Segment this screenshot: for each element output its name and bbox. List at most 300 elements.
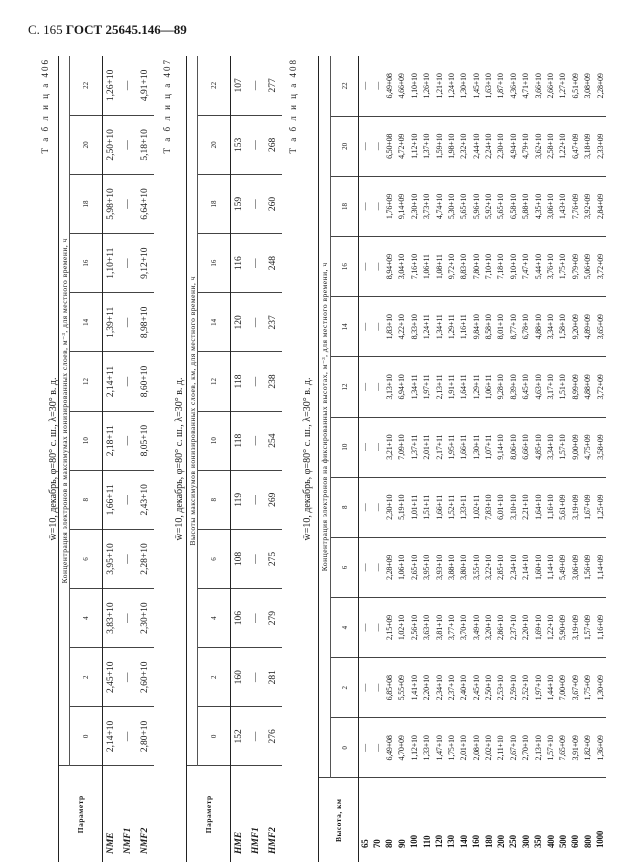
cell-value: 1,30+11 xyxy=(470,417,482,477)
cell-value: 2,30+10 xyxy=(495,116,507,176)
cell-value: 8,98+10 xyxy=(137,293,154,352)
cell-value: 7,83+10 xyxy=(482,477,494,537)
cell-value: 6,64+10 xyxy=(137,174,154,233)
row-height-km: 200 xyxy=(495,835,506,848)
cell-value: — xyxy=(120,707,137,766)
cell-value: 4,89+09 xyxy=(582,297,594,357)
cell-value: 1,10+11 xyxy=(103,234,120,293)
time-header-22: 22 xyxy=(198,56,231,115)
cell-value: — xyxy=(120,174,137,233)
cell-value: 6,85+08 xyxy=(383,658,395,718)
cell-value: 1,01+11 xyxy=(408,477,420,537)
cell-value: 118 xyxy=(231,352,248,411)
cell-value: 1,66+11 xyxy=(103,470,120,529)
time-header-6: 6 xyxy=(331,537,359,597)
cell-value: 1,97+10 xyxy=(532,658,544,718)
time-header-14: 14 xyxy=(70,293,103,352)
cell-value: 2,20+10 xyxy=(420,658,432,718)
cell-value: — xyxy=(120,115,137,174)
cell-value: 2,28+10 xyxy=(137,529,154,588)
cell-value: 2,28+09 xyxy=(383,537,395,597)
cell-value: 2,53+10 xyxy=(495,658,507,718)
cell-value: 4,74+10 xyxy=(433,176,445,236)
cell-value: — xyxy=(120,411,137,470)
cell-value: — xyxy=(371,658,383,718)
time-header-0: 0 xyxy=(331,718,359,778)
table-406-title: w̄=10, декабрь, φ=80° с. ш., λ=30° в. д. xyxy=(48,377,59,541)
cell-value: 1,83+10 xyxy=(383,297,395,357)
cell-value: — xyxy=(359,237,371,297)
table-407-title: w̄=10, декабрь, φ=80° с. ш., λ=30° в. д. xyxy=(174,377,185,541)
time-header-8: 8 xyxy=(198,470,231,529)
table-row xyxy=(544,56,556,862)
cell-value: 2,15+09 xyxy=(383,598,395,658)
table-row xyxy=(433,56,445,862)
cell-value: 1,47+10 xyxy=(433,718,445,778)
cell-value: — xyxy=(248,529,265,588)
cell-value: — xyxy=(371,56,383,116)
cell-value: 9,12+10 xyxy=(137,234,154,293)
time-header-4: 4 xyxy=(198,589,231,648)
cell-value: 2,85+10 xyxy=(495,537,507,597)
time-header-20: 20 xyxy=(331,116,359,176)
cell-value: 279 xyxy=(265,589,282,648)
table-row xyxy=(557,56,569,862)
cell-value: 4,79+10 xyxy=(520,116,532,176)
cell-value: — xyxy=(120,293,137,352)
cell-value: 118 xyxy=(231,411,248,470)
param-column-header: Высота, км xyxy=(319,778,359,862)
cell-value: 4,91+10 xyxy=(137,56,154,115)
table-406-label: Т а б л и ц а 406 xyxy=(40,58,50,154)
row-height-km: 180 xyxy=(483,835,494,848)
table-408-label: Т а б л и ц а 408 xyxy=(288,58,298,154)
cell-value: 2,21+10 xyxy=(520,477,532,537)
standard-number: ГОСТ 25645.146—89 xyxy=(65,22,187,37)
cell-value: 5,98+10 xyxy=(103,174,120,233)
cell-value: 2,37+10 xyxy=(507,598,519,658)
cell-value: 1,02+11 xyxy=(470,477,482,537)
cell-value: 3,91+09 xyxy=(569,718,581,778)
group-header: Концентрация электронов на фиксированных высотах, м⁻³, для местного времени, ч xyxy=(319,56,331,778)
time-header-4: 4 xyxy=(70,589,103,648)
cell-value: 4,85+10 xyxy=(532,417,544,477)
page-header xyxy=(28,22,187,38)
time-header-6: 6 xyxy=(70,529,103,588)
cell-value: 3,22+10 xyxy=(482,537,494,597)
cell-value: 1,66+11 xyxy=(458,417,470,477)
param-column-header: Параметр xyxy=(187,766,231,862)
cell-value: 6,49+08 xyxy=(383,56,395,116)
cell-value: 4,71+10 xyxy=(520,56,532,116)
cell-value: 2,33+09 xyxy=(594,116,606,176)
time-header-2: 2 xyxy=(198,648,231,707)
cell-value: 1,57+10 xyxy=(557,417,569,477)
cell-value: 3,80+10 xyxy=(458,537,470,597)
cell-value: 1,56+09 xyxy=(582,537,594,597)
cell-value: 4,88+09 xyxy=(582,357,594,417)
cell-value: 2,30+10 xyxy=(383,477,395,537)
cell-value: 3,88+10 xyxy=(445,537,457,597)
cell-value: 2,86+10 xyxy=(495,598,507,658)
table-row xyxy=(445,56,457,862)
cell-value: 9,00+09 xyxy=(569,417,581,477)
cell-value: 1,34+11 xyxy=(433,297,445,357)
cell-value: — xyxy=(120,529,137,588)
cell-value: 2,59+10 xyxy=(507,658,519,718)
cell-value: 3,13+10 xyxy=(383,357,395,417)
cell-value: 1,57+09 xyxy=(582,598,594,658)
cell-value: 2,34+10 xyxy=(507,537,519,597)
row-height-km: 800 xyxy=(582,835,593,848)
cell-value: 5,90+09 xyxy=(557,598,569,658)
cell-value: 1,21+10 xyxy=(433,56,445,116)
cell-value: 2,58+10 xyxy=(544,116,556,176)
cell-value: — xyxy=(248,470,265,529)
cell-value: 1,95+11 xyxy=(445,417,457,477)
cell-value: 1,34+11 xyxy=(408,357,420,417)
table-row xyxy=(103,56,120,862)
cell-value: 116 xyxy=(231,234,248,293)
time-header-2: 2 xyxy=(331,658,359,718)
cell-value: 1,06+11 xyxy=(482,357,494,417)
cell-value: 2,24+10 xyxy=(482,116,494,176)
cell-value: 106 xyxy=(231,589,248,648)
cell-value: 237 xyxy=(265,293,282,352)
cell-value: 5,88+10 xyxy=(520,176,532,236)
cell-value: 1,51+11 xyxy=(420,477,432,537)
cell-value: 5,55+09 xyxy=(396,658,408,718)
cell-value: 3,19+09 xyxy=(569,598,581,658)
cell-value: 5,06+09 xyxy=(582,237,594,297)
cell-value: 3,72+09 xyxy=(594,357,606,417)
cell-value: — xyxy=(248,589,265,648)
cell-value: 9,72+10 xyxy=(445,237,457,297)
row-height-km: 300 xyxy=(520,835,531,848)
table-row xyxy=(569,56,581,862)
cell-value: 1,25+09 xyxy=(594,477,606,537)
cell-value: 5,65+10 xyxy=(458,176,470,236)
time-header-row xyxy=(198,56,231,862)
cell-value: — xyxy=(120,589,137,648)
row-height-km: 90 xyxy=(396,839,407,848)
time-header-16: 16 xyxy=(331,237,359,297)
cell-value: 7,76+09 xyxy=(569,176,581,236)
cell-value: 1,64+10 xyxy=(532,477,544,537)
cell-value: 2,60+10 xyxy=(137,648,154,707)
cell-value: 8,39+10 xyxy=(507,357,519,417)
row-height-km: 130 xyxy=(446,835,457,848)
cell-value: 2,37+10 xyxy=(445,658,457,718)
table-407 xyxy=(186,56,282,862)
row-height-km: 65 xyxy=(359,839,370,848)
cell-value: 2,28+09 xyxy=(594,56,606,116)
cell-value: 3,49+10 xyxy=(470,598,482,658)
group-header-row xyxy=(187,56,198,862)
table-row xyxy=(495,56,507,862)
cell-value: 1,16+10 xyxy=(544,477,556,537)
cell-value: 1,30+09 xyxy=(594,658,606,718)
row-parameter-name: NMF1 xyxy=(123,827,133,854)
cell-value: 1,16+11 xyxy=(458,297,470,357)
cell-value: 3,81+10 xyxy=(433,598,445,658)
table-408 xyxy=(318,56,606,862)
time-header-8: 8 xyxy=(331,477,359,537)
cell-value: 3,20+10 xyxy=(482,598,494,658)
cell-value: 4,63+10 xyxy=(532,357,544,417)
cell-value: 9,14+09 xyxy=(396,176,408,236)
cell-value: 3,55+10 xyxy=(470,537,482,597)
time-header-12: 12 xyxy=(70,352,103,411)
cell-value: 1,91+11 xyxy=(445,357,457,417)
row-parameter-name: NME xyxy=(106,832,117,854)
cell-value: 2,70+10 xyxy=(520,718,532,778)
cell-value: 2,20+10 xyxy=(520,598,532,658)
cell-value: 2,67+10 xyxy=(507,718,519,778)
cell-value: 2,30+10 xyxy=(408,176,420,236)
table-407-label: Т а б л и ц а 407 xyxy=(162,58,172,154)
cell-value: 260 xyxy=(265,174,282,233)
cell-value: 3,70+10 xyxy=(458,598,470,658)
cell-value: 1,66+11 xyxy=(433,477,445,537)
row-parameter-name: HME xyxy=(234,831,245,854)
cell-value: 2,45+10 xyxy=(103,648,120,707)
cell-value: — xyxy=(120,234,137,293)
row-height-km: 110 xyxy=(421,835,432,848)
cell-value: 8,83+10 xyxy=(458,237,470,297)
cell-value: 3,66+10 xyxy=(532,56,544,116)
table-row xyxy=(248,56,265,862)
table-row xyxy=(507,56,519,862)
cell-value: — xyxy=(359,417,371,477)
cell-value: 1,29+11 xyxy=(470,357,482,417)
cell-value: 5,44+10 xyxy=(532,237,544,297)
cell-value: — xyxy=(371,237,383,297)
row-parameter-name: NMF2 xyxy=(140,827,150,854)
cell-value: 3,72+09 xyxy=(594,237,606,297)
cell-value: — xyxy=(371,176,383,236)
cell-value: 275 xyxy=(265,529,282,588)
cell-value: — xyxy=(248,174,265,233)
cell-value: 4,22+10 xyxy=(396,297,408,357)
cell-value: 1,06+11 xyxy=(420,237,432,297)
cell-value: 7,16+10 xyxy=(408,237,420,297)
cell-value: — xyxy=(359,56,371,116)
row-parameter-name: HMF2 xyxy=(268,827,278,854)
cell-value: — xyxy=(371,297,383,357)
row-height-km: 160 xyxy=(471,835,482,848)
cell-value: 3,06+10 xyxy=(544,176,556,236)
cell-value: 1,06+10 xyxy=(396,537,408,597)
cell-value: 1,24+11 xyxy=(420,297,432,357)
cell-value: 1,02+10 xyxy=(396,598,408,658)
cell-value: 7,10+10 xyxy=(482,237,494,297)
cell-value: 6,47+09 xyxy=(569,116,581,176)
cell-value: 248 xyxy=(265,234,282,293)
cell-value: 1,26+10 xyxy=(420,56,432,116)
time-header-0: 0 xyxy=(70,707,103,766)
table-406 xyxy=(58,56,154,862)
cell-value: 3,08+09 xyxy=(582,56,594,116)
cell-value: 4,75+09 xyxy=(582,417,594,477)
cell-value: 2,02+10 xyxy=(482,718,494,778)
cell-value: 1,08+11 xyxy=(433,237,445,297)
cell-value: 5,92+10 xyxy=(482,176,494,236)
cell-value: 6,94+10 xyxy=(396,357,408,417)
cell-value: 3,73+10 xyxy=(420,176,432,236)
cell-value: 1,07+11 xyxy=(482,417,494,477)
row-height-km: 120 xyxy=(434,835,445,848)
cell-value: — xyxy=(120,470,137,529)
cell-value: 1,33+11 xyxy=(458,477,470,537)
cell-value: 1,87+10 xyxy=(495,56,507,116)
row-height-km: 500 xyxy=(557,835,568,848)
cell-value: 281 xyxy=(265,648,282,707)
cell-value: 5,65+10 xyxy=(495,176,507,236)
cell-value: — xyxy=(120,56,137,115)
table-row xyxy=(383,56,395,862)
cell-value: 1,22+10 xyxy=(544,598,556,658)
cell-value: 9,10+10 xyxy=(507,237,519,297)
cell-value: 1,44+10 xyxy=(544,658,556,718)
row-parameter-name: HMF1 xyxy=(251,827,261,854)
cell-value: 2,84+09 xyxy=(594,176,606,236)
time-header-10: 10 xyxy=(198,411,231,470)
cell-value: 9,28+10 xyxy=(495,357,507,417)
cell-value: 1,45+10 xyxy=(470,56,482,116)
cell-value: 3,83+10 xyxy=(103,589,120,648)
cell-value: — xyxy=(120,648,137,707)
cell-value: 160 xyxy=(231,648,248,707)
cell-value: 153 xyxy=(231,115,248,174)
cell-value: 9,20+09 xyxy=(569,297,581,357)
cell-value: 2,11+10 xyxy=(495,718,507,778)
cell-value: 3,04+10 xyxy=(396,237,408,297)
cell-value: 1,24+10 xyxy=(445,56,457,116)
cell-value: 6,45+10 xyxy=(520,357,532,417)
cell-value: 4,36+10 xyxy=(507,56,519,116)
cell-value: 107 xyxy=(231,56,248,115)
cell-value: 3,18+09 xyxy=(582,116,594,176)
cell-value: 7,47+10 xyxy=(520,237,532,297)
cell-value: 3,58+09 xyxy=(594,417,606,477)
cell-value: 2,66+10 xyxy=(544,56,556,116)
time-header-18: 18 xyxy=(331,176,359,236)
cell-value: 5,30+10 xyxy=(445,176,457,236)
cell-value: 2,13+10 xyxy=(532,718,544,778)
time-header-18: 18 xyxy=(198,174,231,233)
cell-value: 8,06+10 xyxy=(507,417,519,477)
cell-value: 7,80+10 xyxy=(470,237,482,297)
cell-value: 1,58+10 xyxy=(557,297,569,357)
table-row xyxy=(231,56,248,862)
cell-value: 1,10+10 xyxy=(408,56,420,116)
cell-value: 8,60+10 xyxy=(137,352,154,411)
cell-value: 3,62+10 xyxy=(532,116,544,176)
cell-value: 2,18+11 xyxy=(103,411,120,470)
cell-value: 2,14+10 xyxy=(103,707,120,766)
table-408-title: w̄=10, декабрь, φ=80° с. ш., λ=30° в. д. xyxy=(302,377,313,541)
rotated-page-content xyxy=(36,52,616,862)
cell-value: 5,19+10 xyxy=(396,477,408,537)
time-header-14: 14 xyxy=(331,297,359,357)
cell-value: — xyxy=(371,598,383,658)
table-row xyxy=(359,56,371,862)
cell-value: 5,18+10 xyxy=(137,115,154,174)
cell-value: 1,64+11 xyxy=(458,357,470,417)
cell-value: 1,12+10 xyxy=(408,718,420,778)
cell-value: — xyxy=(371,417,383,477)
page-number: С. 165 xyxy=(28,22,63,37)
cell-value: — xyxy=(248,115,265,174)
time-header-16: 16 xyxy=(198,234,231,293)
cell-value: — xyxy=(359,176,371,236)
cell-value: 2,80+10 xyxy=(137,707,154,766)
cell-value: — xyxy=(359,357,371,417)
group-header: Высоты максимумов ионизированных слоев, км, для местного времени, ч xyxy=(187,56,198,766)
time-header-row xyxy=(70,56,103,862)
cell-value: 1,98+10 xyxy=(445,116,457,176)
cell-value: 1,69+10 xyxy=(532,598,544,658)
cell-value: 1,26+10 xyxy=(103,56,120,115)
cell-value: 2,65+10 xyxy=(408,537,420,597)
time-header-22: 22 xyxy=(70,56,103,115)
cell-value: 9,84+10 xyxy=(470,297,482,357)
row-height-km: 600 xyxy=(570,835,581,848)
group-header-row xyxy=(59,56,70,862)
cell-value: — xyxy=(371,357,383,417)
cell-value: — xyxy=(248,234,265,293)
cell-value: 4,70+09 xyxy=(396,718,408,778)
time-header-18: 18 xyxy=(70,174,103,233)
time-header-22: 22 xyxy=(331,56,359,116)
cell-value: 3,76+10 xyxy=(544,237,556,297)
cell-value: 3,19+09 xyxy=(569,477,581,537)
cell-value: 3,34+10 xyxy=(544,297,556,357)
cell-value: 6,01+10 xyxy=(495,477,507,537)
table-row xyxy=(470,56,482,862)
cell-value: 8,33+10 xyxy=(408,297,420,357)
cell-value: 1,67+09 xyxy=(582,477,594,537)
cell-value: 9,14+10 xyxy=(495,417,507,477)
cell-value: 3,67+09 xyxy=(569,658,581,718)
cell-value: 1,37+10 xyxy=(420,116,432,176)
cell-value: 2,13+11 xyxy=(433,357,445,417)
cell-value: 1,75+10 xyxy=(445,718,457,778)
cell-value: 8,99+09 xyxy=(569,357,581,417)
cell-value: 1,75+10 xyxy=(557,237,569,297)
time-header-10: 10 xyxy=(331,417,359,477)
table-row xyxy=(594,56,606,862)
time-header-0: 0 xyxy=(198,707,231,766)
cell-value: — xyxy=(359,598,371,658)
cell-value: 1,63+10 xyxy=(482,56,494,116)
cell-value: 276 xyxy=(265,707,282,766)
cell-value: — xyxy=(359,718,371,778)
cell-value: 5,49+09 xyxy=(557,537,569,597)
cell-value: 254 xyxy=(265,411,282,470)
table-row xyxy=(420,56,432,862)
table-row xyxy=(265,56,282,862)
cell-value: 1,59+10 xyxy=(433,116,445,176)
cell-value: 159 xyxy=(231,174,248,233)
table-row xyxy=(396,56,408,862)
cell-value: — xyxy=(248,56,265,115)
cell-value: 2,17+11 xyxy=(433,417,445,477)
cell-value: 7,65+09 xyxy=(557,718,569,778)
time-header-row xyxy=(331,56,359,862)
cell-value: 120 xyxy=(231,293,248,352)
